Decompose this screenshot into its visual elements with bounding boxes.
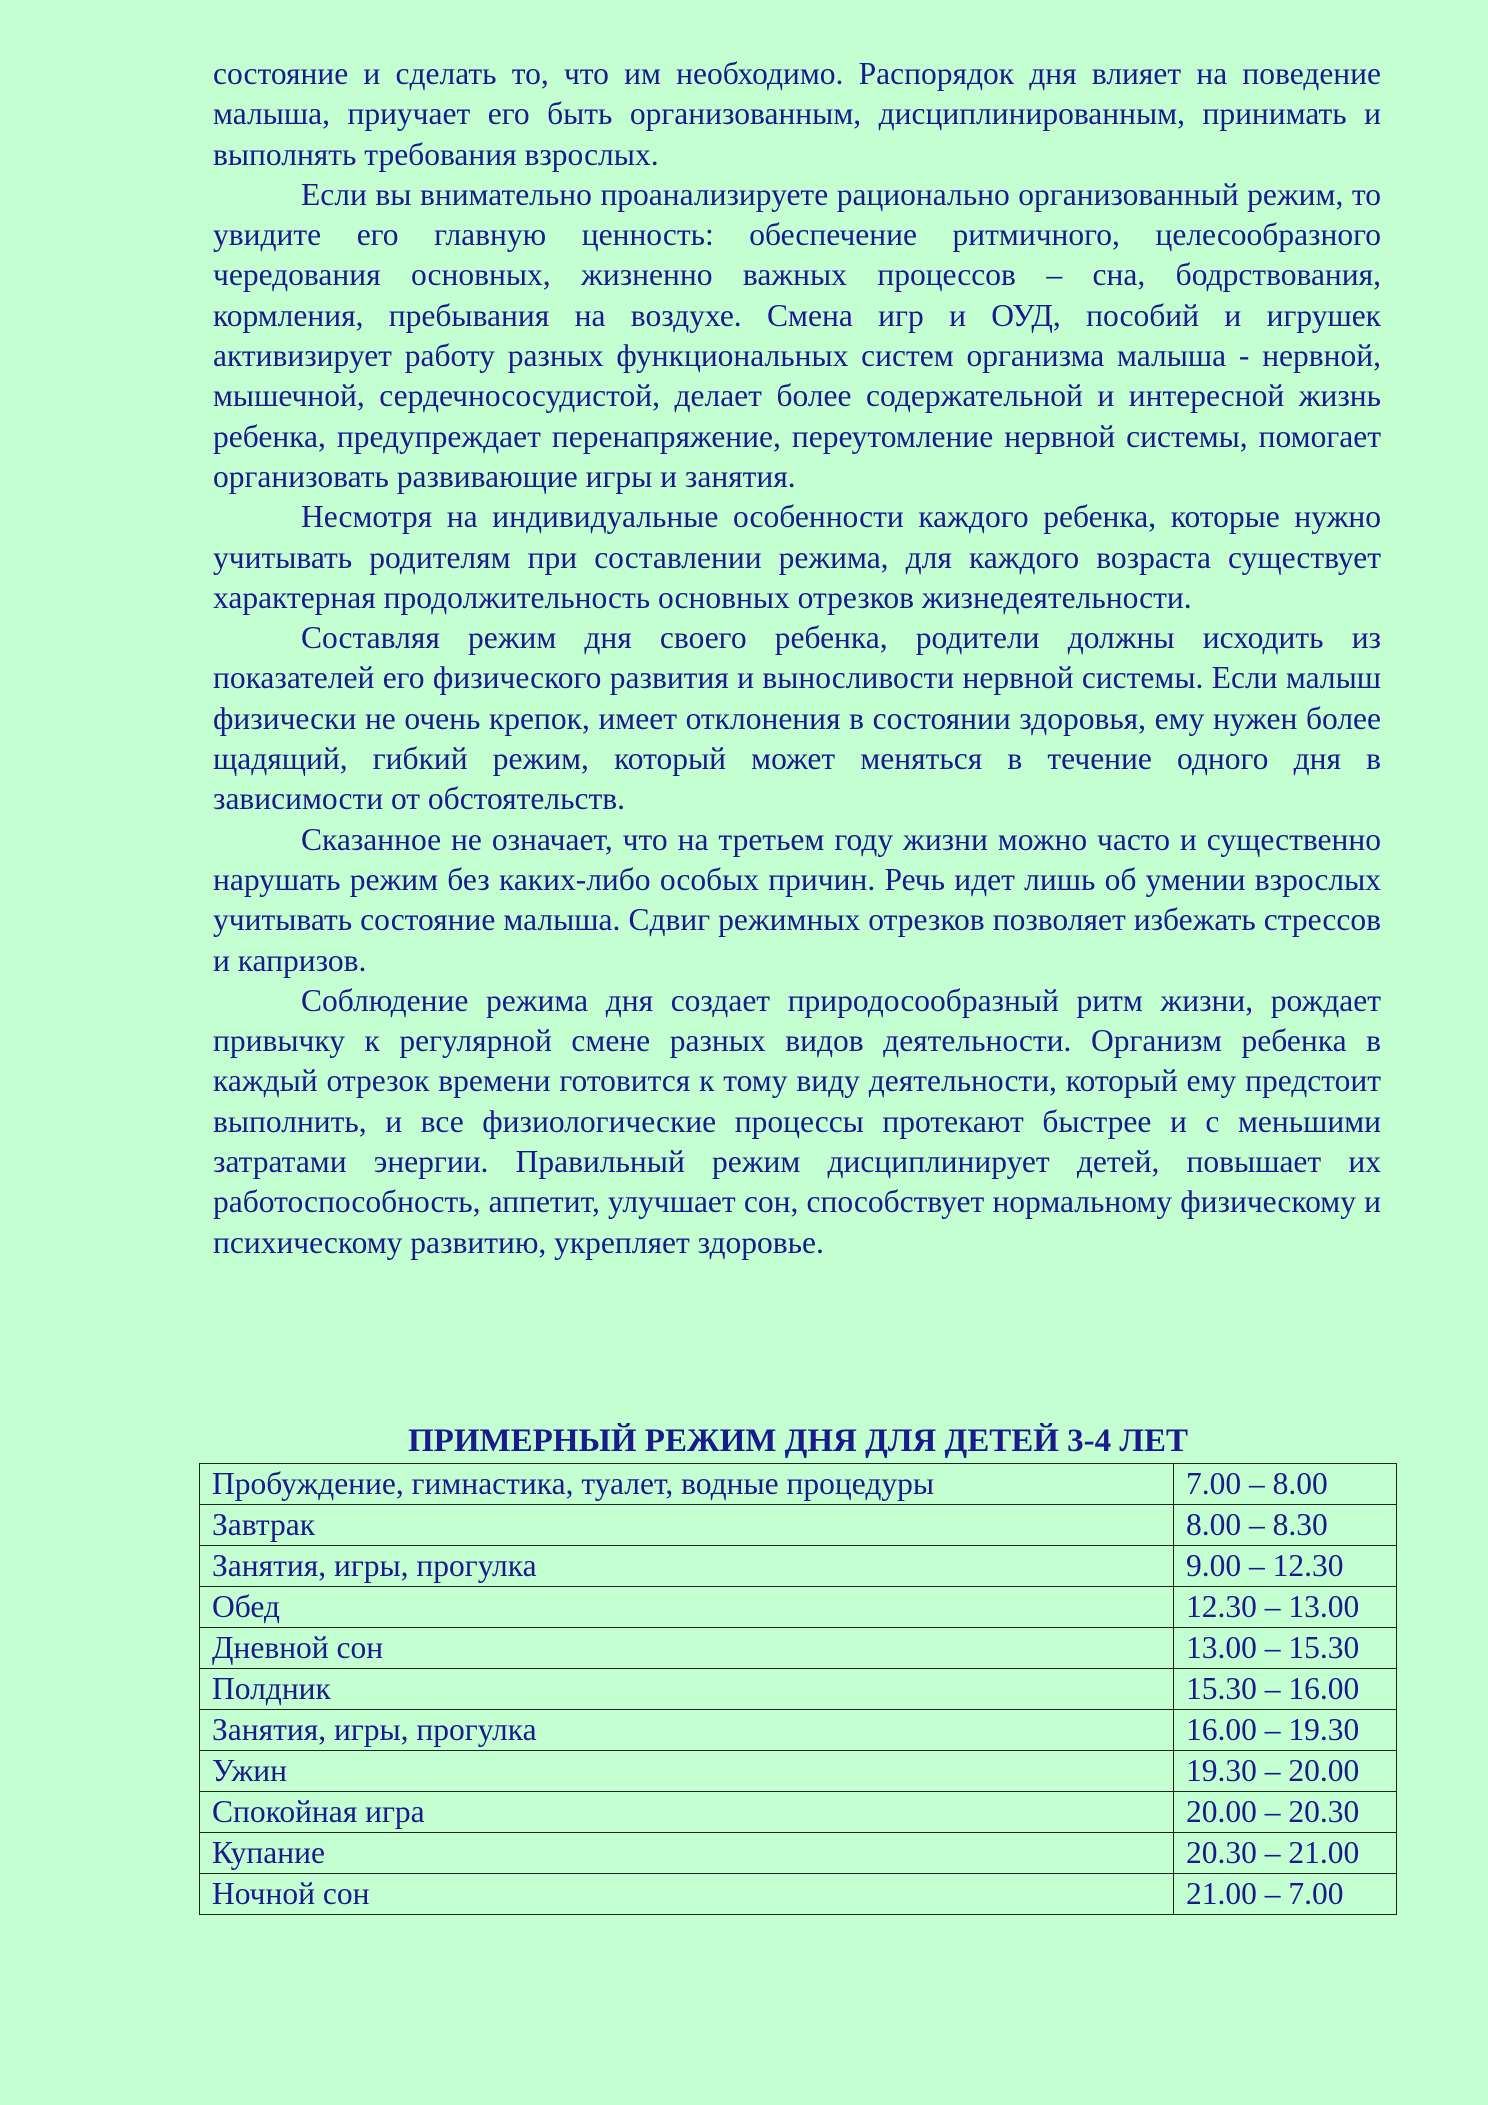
- activity-cell: Пробуждение, гимнастика, туалет, водные процедуры: [200, 1464, 1174, 1505]
- table-row: [200, 1628, 1397, 1669]
- activity-cell: Полдник: [200, 1669, 1174, 1710]
- table-row: [200, 1710, 1397, 1751]
- activity-cell: Занятия, игры, прогулка: [200, 1710, 1174, 1751]
- table-row: [200, 1792, 1397, 1833]
- time-cell: 8.00 – 8.30: [1174, 1505, 1397, 1546]
- body-text: [213, 54, 1381, 1263]
- time-cell: 13.00 – 15.30: [1174, 1628, 1397, 1669]
- table-row: [200, 1587, 1397, 1628]
- time-cell: 21.00 – 7.00: [1174, 1874, 1397, 1915]
- schedule-table: [199, 1463, 1397, 1915]
- activity-cell: Купание: [200, 1833, 1174, 1874]
- activity-cell: Спокойная игра: [200, 1792, 1174, 1833]
- activity-cell: Занятия, игры, прогулка: [200, 1546, 1174, 1587]
- activity-cell: Дневной сон: [200, 1628, 1174, 1669]
- time-cell: 12.30 – 13.00: [1174, 1587, 1397, 1628]
- time-cell: 20.30 – 21.00: [1174, 1833, 1397, 1874]
- table-row: [200, 1874, 1397, 1915]
- table-row: [200, 1546, 1397, 1587]
- activity-cell: Обед: [200, 1587, 1174, 1628]
- time-cell: 20.00 – 20.30: [1174, 1792, 1397, 1833]
- paragraph: Если вы внимательно проанализируете рационально организованный режим, то увидите его главную ценность: обеспечение ритмичного, целесообразного чередования основных, жизненно важных процессов – сна, бодрствования, кормления, пребывания на воздухе. Смена игр и ОУД, пособий и игрушек активизирует работу разных функциональных систем организма малыша - нервной, мышечной, сердечнососудистой, делает более содержательной и интересной жизнь ребенка, предупреждает перенапряжение, переутомление нервной системы, помогает организовать развивающие игры и занятия.: [213, 176, 1381, 494]
- table-row: [200, 1464, 1397, 1505]
- paragraph: Соблюдение режима дня создает природосообразный ритм жизни, рождает привычку к регулярной смене разных видов деятельности. Организм ребенка в каждый отрезок времени готовится к тому виду деятельности, который ему предстоит выполнить, и все физиологические процессы протекают быстрее и с меньшими затратами энергии. Правильный режим дисциплинирует детей, повышает их работоспособность, аппетит, улучшает сон, способствует нормальному физическому и психическому развитию, укрепляет здоровье.: [213, 982, 1381, 1260]
- time-cell: 19.30 – 20.00: [1174, 1751, 1397, 1792]
- paragraph: Несмотря на индивидуальные особенности каждого ребенка, которые нужно учитывать родителям при составлении режима, для каждого возраста существует характерная продолжительность основных отрезков жизнедеятельности.: [213, 499, 1381, 615]
- activity-cell: Завтрак: [200, 1505, 1174, 1546]
- activity-cell: Ночной сон: [200, 1874, 1174, 1915]
- time-cell: 15.30 – 16.00: [1174, 1669, 1397, 1710]
- time-cell: 7.00 – 8.00: [1174, 1464, 1397, 1505]
- table-row: [200, 1833, 1397, 1874]
- schedule-title: ПРИМЕРНЫЙ РЕЖИМ ДНЯ ДЛЯ ДЕТЕЙ 3-4 ЛЕТ: [408, 1423, 1188, 1459]
- table-row: [200, 1669, 1397, 1710]
- time-cell: 9.00 – 12.30: [1174, 1546, 1397, 1587]
- paragraph: Составляя режим дня своего ребенка, родители должны исходить из показателей его физического развития и выносливости нервной системы. Если малыш физически не очень крепок, имеет отклонения в состоянии здоровья, ему нужен более щадящий, гибкий режим, который может меняться в течение одного дня в зависимости от обстоятельств.: [213, 620, 1381, 817]
- activity-cell: Ужин: [200, 1751, 1174, 1792]
- paragraph: Сказанное не означает, что на третьем году жизни можно часто и существенно нарушать режим без каких-либо особых причин. Речь идет лишь об умении взрослых учитывать состояние малыша. Сдвиг режимных отрезков позволяет избежать стрессов и капризов.: [213, 821, 1381, 978]
- table-row: [200, 1505, 1397, 1546]
- paragraph: состояние и сделать то, что им необходимо. Распорядок дня влияет на поведение малыша, приучает его быть организованным, дисциплинированным, принимать и выполнять требования взрослых.: [213, 56, 1381, 172]
- time-cell: 16.00 – 19.30: [1174, 1710, 1397, 1751]
- table-row: [200, 1751, 1397, 1792]
